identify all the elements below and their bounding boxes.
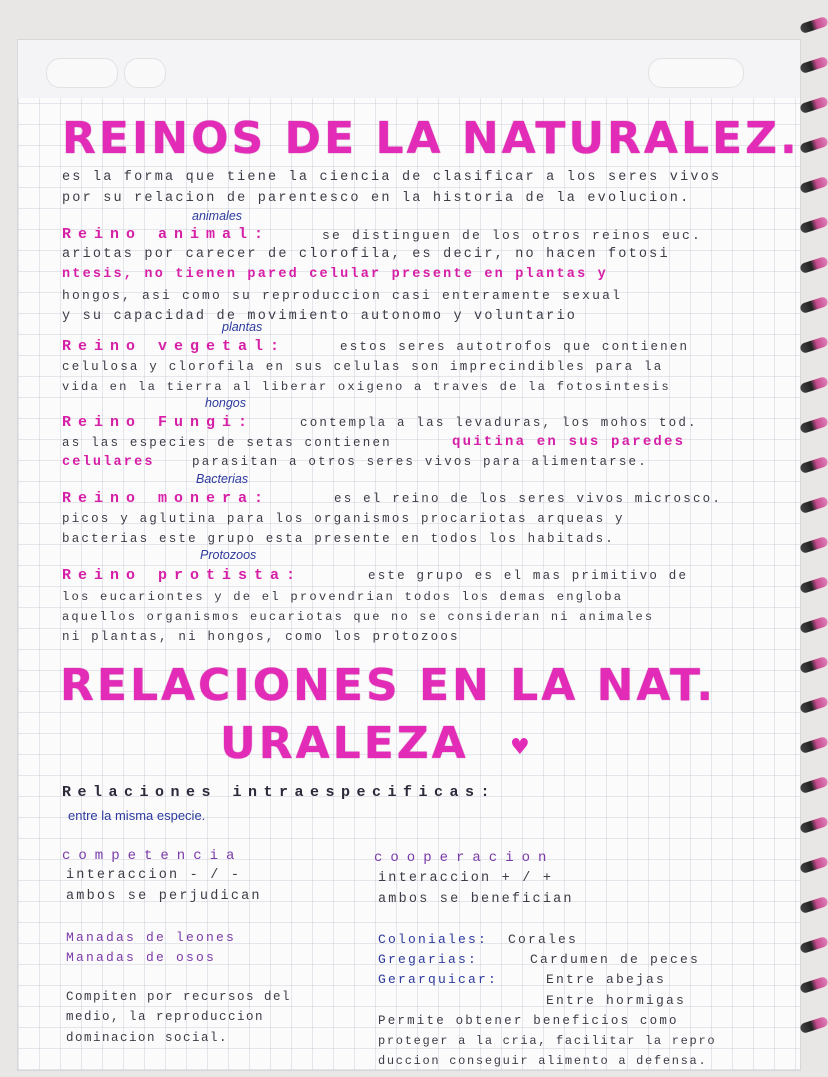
subtitle-plantas: plantas xyxy=(222,320,263,334)
cooperacion-detalle-1: Permite obtener beneficios como xyxy=(378,1014,679,1028)
fungi-line-3b: parasitan a otros seres vivos para alimentarse. xyxy=(192,455,648,469)
spiral-coil xyxy=(799,336,828,354)
protista-line-3: aquellos organismos eucariotas que no se consideran ni animales xyxy=(62,610,655,624)
subtitle-hongos: hongos xyxy=(205,396,247,410)
competencia-efecto: ambos se perjudican xyxy=(66,889,262,904)
competencia-ejemplo-2: Manadas de osos xyxy=(66,950,217,965)
spiral-coil xyxy=(799,976,828,994)
keyword-reino-monera: Reino monera: xyxy=(62,490,271,507)
competencia-interaccion: interaccion - / - xyxy=(66,868,242,883)
spiral-coil xyxy=(799,696,828,714)
cooperacion-gerarquicas-label: Gerarquicar: xyxy=(378,972,499,987)
spiral-coil xyxy=(799,256,828,274)
spiral-coil xyxy=(799,176,828,194)
spiral-coil xyxy=(799,496,828,514)
spiral-coil xyxy=(799,856,828,874)
heart-icon: ♥ xyxy=(510,735,530,760)
spiral-coil xyxy=(799,536,828,554)
competencia-detalle-3: dominacion social. xyxy=(66,1031,229,1045)
spiral-coil xyxy=(799,896,828,914)
spiral-coil xyxy=(799,56,828,74)
spiral-coil xyxy=(799,456,828,474)
monera-line-2: picos y aglutina para los organismos procariotas arqueas y xyxy=(62,512,625,526)
protista-line-2: los eucariontes y de el provendrian todos los demas engloba xyxy=(62,590,624,604)
protista-line-1: este grupo es el mas primitivo de xyxy=(368,569,689,583)
cooperacion-detalle-2: proteger a la cria, facilitar la repro xyxy=(378,1034,717,1048)
subtitle-bacterias: Bacterias xyxy=(196,472,249,486)
vegetal-line-1: estos seres autotrofos que contienen xyxy=(340,340,690,354)
cooperacion-efecto: ambos se benefician xyxy=(378,892,574,907)
spiral-coil xyxy=(799,1016,828,1034)
subtitle-animales: animales xyxy=(192,209,243,223)
keyword-relaciones-intraespecificas: Relaciones intraespecificas: xyxy=(62,784,497,801)
monera-line-1: es el reino de los seres vivos microsco. xyxy=(334,492,723,506)
spiral-coil xyxy=(799,296,828,314)
cooperacion-gerarquicas-value-2: Entre hormigas xyxy=(546,993,687,1008)
animal-line-5: y su capacidad de movimiento autonomo y voluntario xyxy=(62,309,578,324)
spiral-coil xyxy=(799,216,828,234)
header-box xyxy=(46,58,118,88)
keyword-reino-animal: Reino animal: xyxy=(62,226,271,243)
cooperacion-gerarquicas-value-1: Entre abejas xyxy=(546,972,667,987)
title-relaciones: RELACIONES EN LA NAT. xyxy=(60,660,717,711)
vegetal-line-3: vida en la tierra al liberar oxigeno a traves de la fotosintesis xyxy=(62,380,671,394)
spiral-coil xyxy=(799,776,828,794)
spiral-coil xyxy=(799,816,828,834)
spiral-coil xyxy=(799,136,828,154)
animal-line-3: ntesis, no tienen pared celular presente en plantas y xyxy=(62,267,608,282)
fungi-line-2b: quitina en sus paredes xyxy=(452,434,686,450)
fungi-line-3a: celulares xyxy=(62,455,155,470)
vegetal-line-2: celulosa y clorofila en sus celulas son imprecindibles para la xyxy=(62,360,664,374)
title-relaciones-cont: URALEZA xyxy=(220,718,469,769)
spiral-coil xyxy=(799,936,828,954)
animal-line-4: hongos, asi como su reproduccion casi enteramente sexual xyxy=(62,288,623,303)
header-box xyxy=(648,58,744,88)
animal-line-2: ariotas por carecer de clorofila, es decir, no hacen fotosi xyxy=(62,247,670,262)
keyword-competencia: competencia xyxy=(62,848,243,864)
spiral-coil xyxy=(799,416,828,434)
cooperacion-coloniales-label: Coloniales: xyxy=(378,932,489,947)
subtitle-misma-especie: entre la misma especie. xyxy=(68,808,206,823)
monera-line-3: bacterias este grupo esta presente en todos los habitads. xyxy=(62,532,615,546)
cooperacion-detalle-3: duccion conseguir alimento a defensa. xyxy=(378,1054,708,1068)
cooperacion-coloniales-value: Corales xyxy=(508,932,579,947)
competencia-ejemplo-1: Manadas de leones xyxy=(66,930,237,945)
competencia-detalle-1: Compiten por recursos del xyxy=(66,990,292,1004)
intro-line-1: es la forma que tiene la ciencia de clasificar a los seres vivos xyxy=(62,170,722,185)
spiral-coil xyxy=(799,576,828,594)
spiral-coil xyxy=(799,96,828,114)
spiral-coil xyxy=(799,616,828,634)
spiral-binding xyxy=(796,20,828,1070)
keyword-reino-protista: Reino protista: xyxy=(62,567,303,584)
spiral-coil xyxy=(799,736,828,754)
intro-line-2: por su relacion de parentesco en la historia de la evolucion. xyxy=(62,191,691,206)
cooperacion-gregarias-label: Gregarias: xyxy=(378,952,479,967)
fungi-line-2a: as las especies de setas contienen xyxy=(62,436,392,450)
header-box xyxy=(124,58,166,88)
cooperacion-gregarias-value: Cardumen de peces xyxy=(530,952,701,967)
competencia-detalle-2: medio, la reproduccion xyxy=(66,1010,265,1024)
subtitle-protozoos: Protozoos xyxy=(200,548,257,562)
cooperacion-interaccion: interaccion + / + xyxy=(378,871,554,886)
spiral-coil xyxy=(799,376,828,394)
protista-line-4: ni plantas, ni hongos, como los protozoos xyxy=(62,630,460,644)
keyword-reino-fungi: Reino Fungi: xyxy=(62,414,255,431)
spiral-coil xyxy=(799,656,828,674)
animal-line-1: se distinguen de los otros reinos euc. xyxy=(322,228,703,243)
keyword-cooperacion: cooperacion xyxy=(374,850,555,866)
spiral-coil xyxy=(799,16,828,34)
fungi-line-1: contempla a las levaduras, los mohos tod. xyxy=(300,416,698,430)
title-reinos: REINOS DE LA NATURALEZ. xyxy=(62,113,800,164)
keyword-reino-vegetal: Reino vegetal: xyxy=(62,338,287,355)
